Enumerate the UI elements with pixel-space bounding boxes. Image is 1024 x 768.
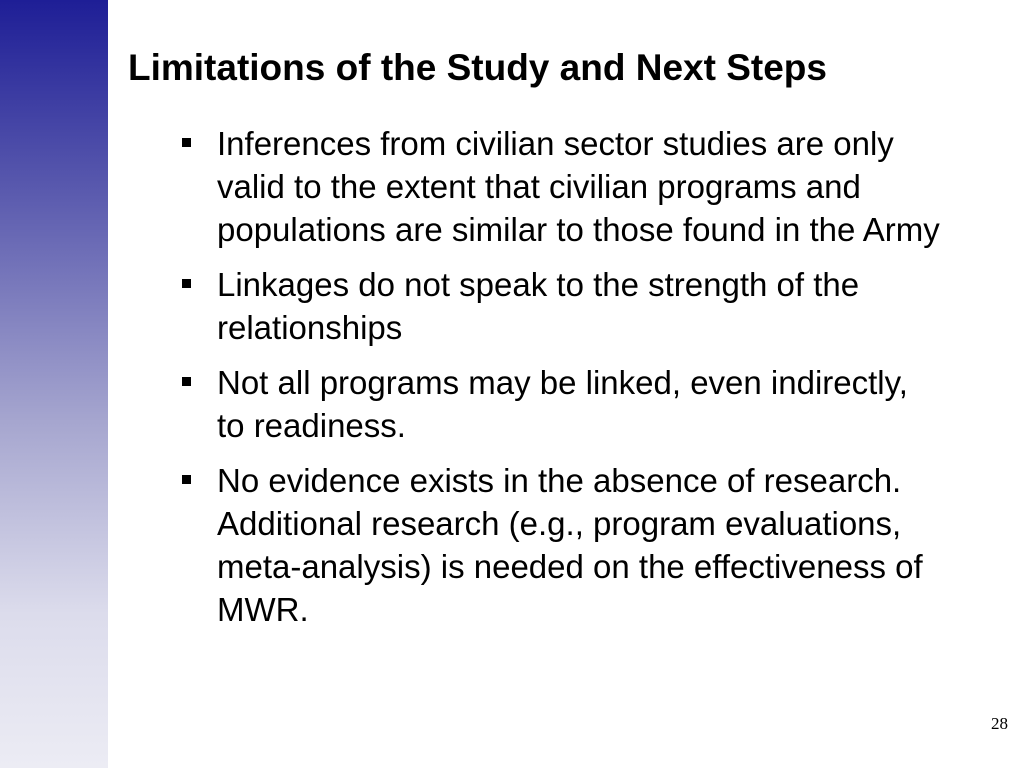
page-number: 28 [991, 714, 1008, 733]
square-bullet-icon [182, 279, 191, 288]
bullet-text: Linkages do not speak to the strength of the relationships [217, 266, 860, 346]
bullet-item [180, 263, 940, 349]
bullet-text: Inferences from civilian sector studies are only valid to the extent that civilian programs and populations are similar to those found in the Army [217, 125, 940, 248]
bullet-list [180, 122, 940, 631]
square-bullet-icon [182, 475, 191, 484]
bullet-item [180, 459, 940, 631]
square-bullet-icon [182, 377, 191, 386]
bullet-text: Not all programs may be linked, even indirectly, to readiness. [217, 364, 908, 444]
slide-title: Limitations of the Study and Next Steps [128, 47, 827, 88]
square-bullet-icon [182, 138, 191, 147]
decorative-gradient-band [0, 0, 108, 768]
bullet-item [180, 361, 940, 447]
bullet-text: No evidence exists in the absence of research. Additional research (e.g., program evaluations, meta-analysis) is needed on the effectiveness of MWR. [217, 462, 923, 628]
bullet-item [180, 122, 940, 251]
